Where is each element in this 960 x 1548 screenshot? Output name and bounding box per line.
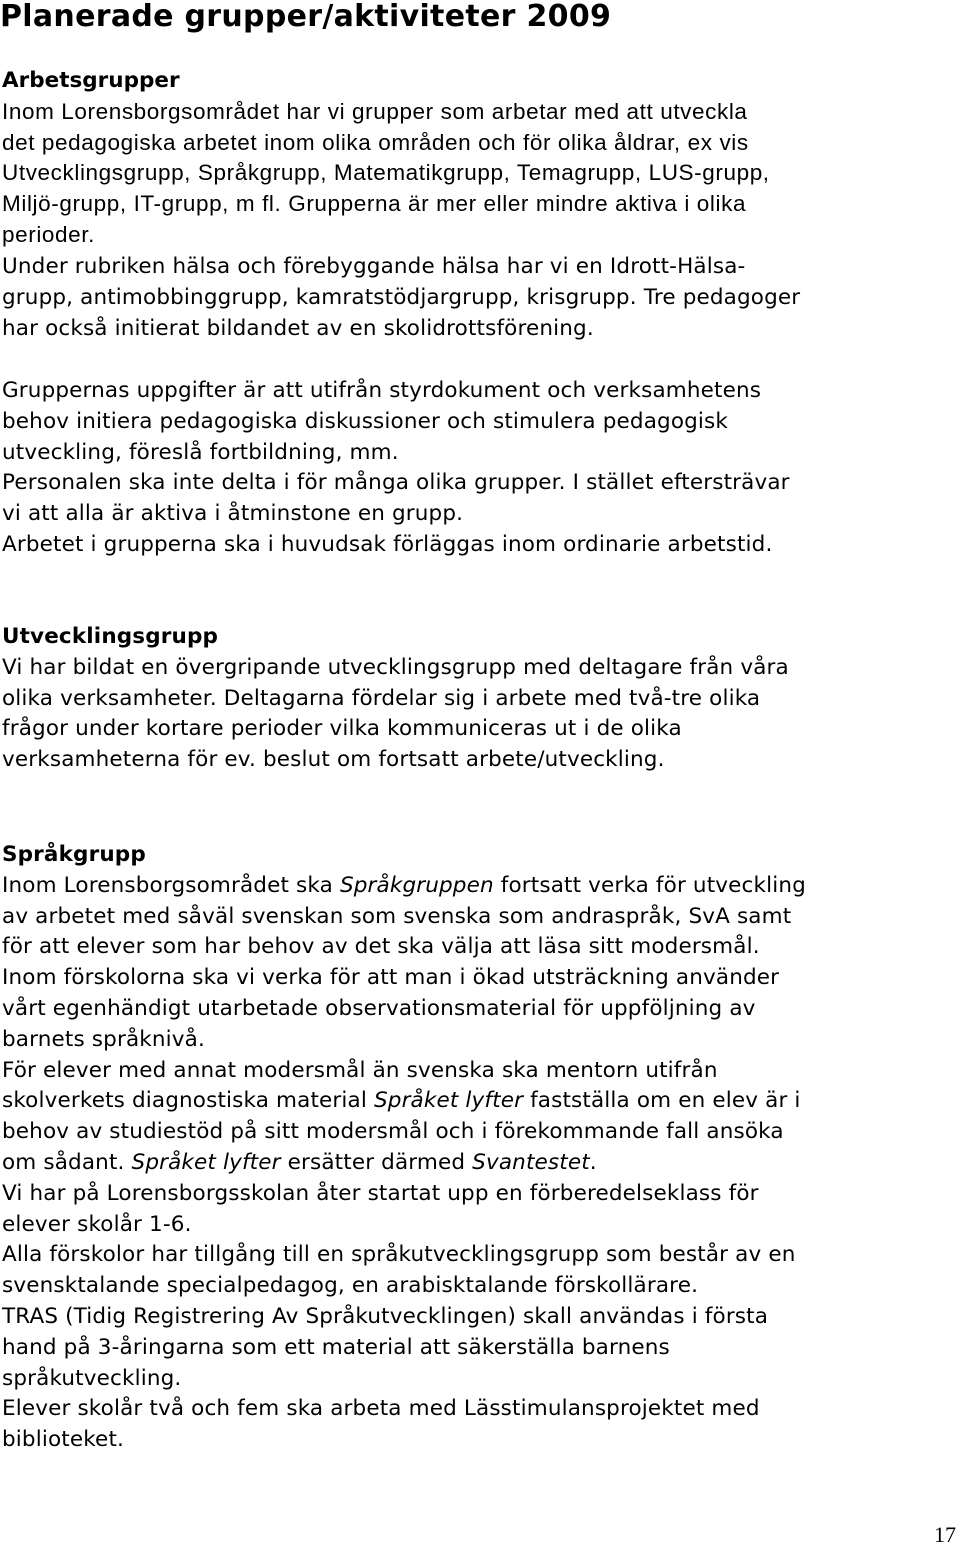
paragraph-line: behov initiera pedagogiska diskussioner och stimulera pedagogisk — [2, 408, 728, 434]
paragraph-line: Inom Lorensborgsområdet har vi grupper som arbetar med att utveckla — [2, 98, 748, 124]
italic-term: Svantestet — [472, 1149, 590, 1175]
text-run: om sådant. — [2, 1149, 132, 1175]
paragraph-line: För elever med annat modersmål än svenska ska mentorn utifrån — [2, 1057, 718, 1083]
paragraph-line: Vi har på Lorensborgsskolan åter startat upp en förberedelseklass för — [2, 1180, 759, 1206]
paragraph-line: elever skolår 1-6. — [2, 1211, 192, 1237]
paragraph-line: behov av studiestöd på sitt modersmål och i förekommande fall ansöka — [2, 1119, 784, 1145]
text-run: fastställa om en elev är i — [523, 1088, 801, 1114]
section-utvecklingsgrupp — [2, 622, 954, 776]
section-arbetsgrupper — [2, 66, 954, 251]
paragraph-line: TRAS (Tidig Registrering Av Språkutvecklingen) skall användas i första — [2, 1303, 769, 1329]
paragraph-uppgifter — [2, 376, 954, 561]
paragraph-line: verksamheterna för ev. beslut om fortsatt arbete/utveckling. — [2, 747, 665, 773]
section-heading-utvecklingsgrupp: Utvecklingsgrupp — [2, 624, 219, 649]
paragraph-line: Personalen ska inte delta i för många olika grupper. I stället eftersträvar — [2, 470, 790, 496]
paragraph-line — [2, 1086, 954, 1117]
paragraph-line: biblioteket. — [2, 1427, 125, 1453]
paragraph-line: Inom förskolorna ska vi verka för att man i ökad utsträckning använder — [2, 965, 780, 991]
section-heading-sprakgrupp: Språkgrupp — [2, 842, 146, 867]
paragraph-line — [2, 871, 954, 902]
text-run: fortsatt verka för utveckling — [493, 872, 806, 898]
paragraph-line: vi att alla är aktiva i åtminstone en grupp. — [2, 501, 464, 527]
paragraph-line: Vi har bildat en övergripande utvecklingsgrupp med deltagare från våra — [2, 654, 789, 680]
text-run: . — [589, 1149, 597, 1175]
paragraph-line: Miljö-grupp, IT-grupp, m fl. Grupperna är mer eller mindre aktiva i olika — [2, 191, 747, 217]
section-heading-arbetsgrupper: Arbetsgrupper — [2, 68, 180, 93]
paragraph-line: det pedagogiska arbetet inom olika områden och för olika åldrar, ex vis — [2, 129, 749, 155]
paragraph-line: svensktalande specialpedagog, en arabisktalande förskollärare. — [2, 1273, 699, 1299]
italic-term: Språkgruppen — [339, 872, 494, 898]
paragraph-line: Elever skolår två och fem ska arbeta med Lässtimulansprojektet med — [2, 1396, 760, 1422]
section-sprakgrupp — [2, 840, 954, 1456]
page-number: 17 — [934, 1522, 956, 1547]
paragraph-line: hand på 3-åringarna som ett material att säkerställa barnens — [2, 1334, 670, 1360]
paragraph-line — [2, 1148, 954, 1179]
paragraph-line: olika verksamheter. Deltagarna fördelar sig i arbete med två-tre olika — [2, 685, 761, 711]
paragraph-line: av arbetet med såväl svenskan som svenska som andraspråk, SvA samt — [2, 903, 792, 929]
paragraph-line: för att elever som har behov av det ska välja att läsa sitt modersmål. — [2, 934, 760, 960]
paragraph-line: grupp, antimobbinggrupp, kamratstödjargrupp, krisgrupp. Tre pedagoger — [2, 284, 801, 310]
paragraph-line: språkutveckling. — [2, 1365, 182, 1391]
paragraph-line: har också initierat bildandet av en skolidrottsförening. — [2, 315, 594, 341]
paragraph-line: Under rubriken hälsa och förebyggande hälsa har vi en Idrott-Hälsa- — [2, 254, 746, 279]
paragraph-line: barnets språknivå. — [2, 1026, 205, 1052]
paragraph-line: Arbetet i grupperna ska i huvudsak förläggas inom ordinarie arbetstid. — [2, 531, 773, 557]
paragraph-halsa — [2, 252, 954, 344]
italic-term: Språket lyfter — [373, 1088, 524, 1114]
paragraph-line: frågor under kortare perioder vilka kommuniceras ut i de olika — [2, 716, 682, 742]
paragraph-line: Utvecklingsgrupp, Språkgrupp, Matematikgrupp, Temagrupp, LUS-grupp, — [2, 160, 770, 186]
italic-term: Språket lyfter — [131, 1149, 281, 1175]
paragraph-line: Alla förskolor har tillgång till en språkutvecklingsgrupp som består av en — [2, 1242, 796, 1268]
text-run: skolverkets diagnostiska material — [2, 1088, 374, 1114]
text-run: ersätter därmed — [280, 1149, 473, 1175]
paragraph-line: vårt egenhändigt utarbetade observationsmaterial för uppföljning av — [2, 995, 756, 1021]
paragraph-line: perioder. — [2, 221, 95, 247]
text-run: Inom Lorensborgsområdet ska — [2, 872, 340, 898]
paragraph-line: utveckling, föreslå fortbildning, mm. — [2, 439, 399, 465]
page-title: Planerade grupper/aktiviteter 2009 — [0, 0, 612, 34]
paragraph-line: Gruppernas uppgifter är att utifrån styrdokument och verksamhetens — [2, 378, 762, 403]
